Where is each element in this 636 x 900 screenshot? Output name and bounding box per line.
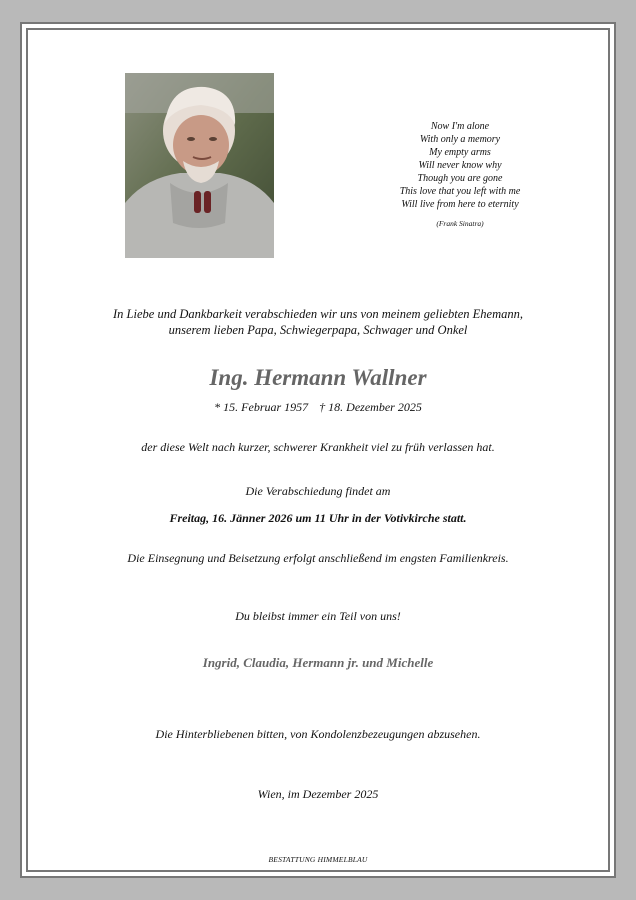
farewell-details: Freitag, 16. Jänner 2026 um 11 Uhr in der Votivkirche statt. bbox=[169, 511, 467, 525]
intro-line-1: In Liebe und Dankbarkeit verabschieden wir uns von meinem geliebten Ehemann, bbox=[113, 307, 523, 321]
poem-line: Will live from here to eternity bbox=[401, 199, 519, 210]
life-dates bbox=[26, 400, 610, 415]
poem-line: With only a memory bbox=[419, 134, 501, 145]
farewell-intro: Die Verabschiedung findet am bbox=[245, 484, 391, 498]
death-date: † 18. Dezember 2025 bbox=[319, 400, 422, 414]
poem-line: My empty arms bbox=[429, 147, 491, 158]
place-date: Wien, im Dezember 2025 bbox=[257, 787, 379, 801]
burial-text: Die Einsegnung und Beisetzung erfolgt anschließend im engsten Familienkreis. bbox=[127, 551, 509, 565]
family-names: Ingrid, Claudia, Hermann jr. und Michelle bbox=[202, 655, 434, 670]
poem-credit: (Frank Sinatra) bbox=[436, 219, 484, 228]
poem-line: Now I'm alone bbox=[430, 121, 490, 132]
poem-line: Will never know why bbox=[418, 160, 502, 171]
birth-date: * 15. Februar 1957 bbox=[214, 400, 309, 414]
portrait-photo bbox=[125, 73, 274, 258]
deceased-name: Ing. Hermann Wallner bbox=[209, 365, 427, 390]
condolence-note: Die Hinterbliebenen bitten, von Kondolenzbezeugungen abzusehen. bbox=[155, 727, 481, 741]
intro-line-2: unserem lieben Papa, Schwiegerpapa, Schwager und Onkel bbox=[168, 323, 468, 337]
poem-line: Though you are gone bbox=[417, 173, 503, 184]
poem-line: This love that you left with me bbox=[399, 186, 521, 197]
intro-text bbox=[26, 306, 610, 338]
poem bbox=[360, 120, 560, 230]
motto: Du bleibst immer ein Teil von uns! bbox=[235, 609, 401, 623]
undertaker-name: BESTATTUNG HIMMELBLAU bbox=[268, 855, 368, 864]
passing-text: der diese Welt nach kurzer, schwerer Krankheit viel zu früh verlassen hat. bbox=[141, 440, 495, 454]
